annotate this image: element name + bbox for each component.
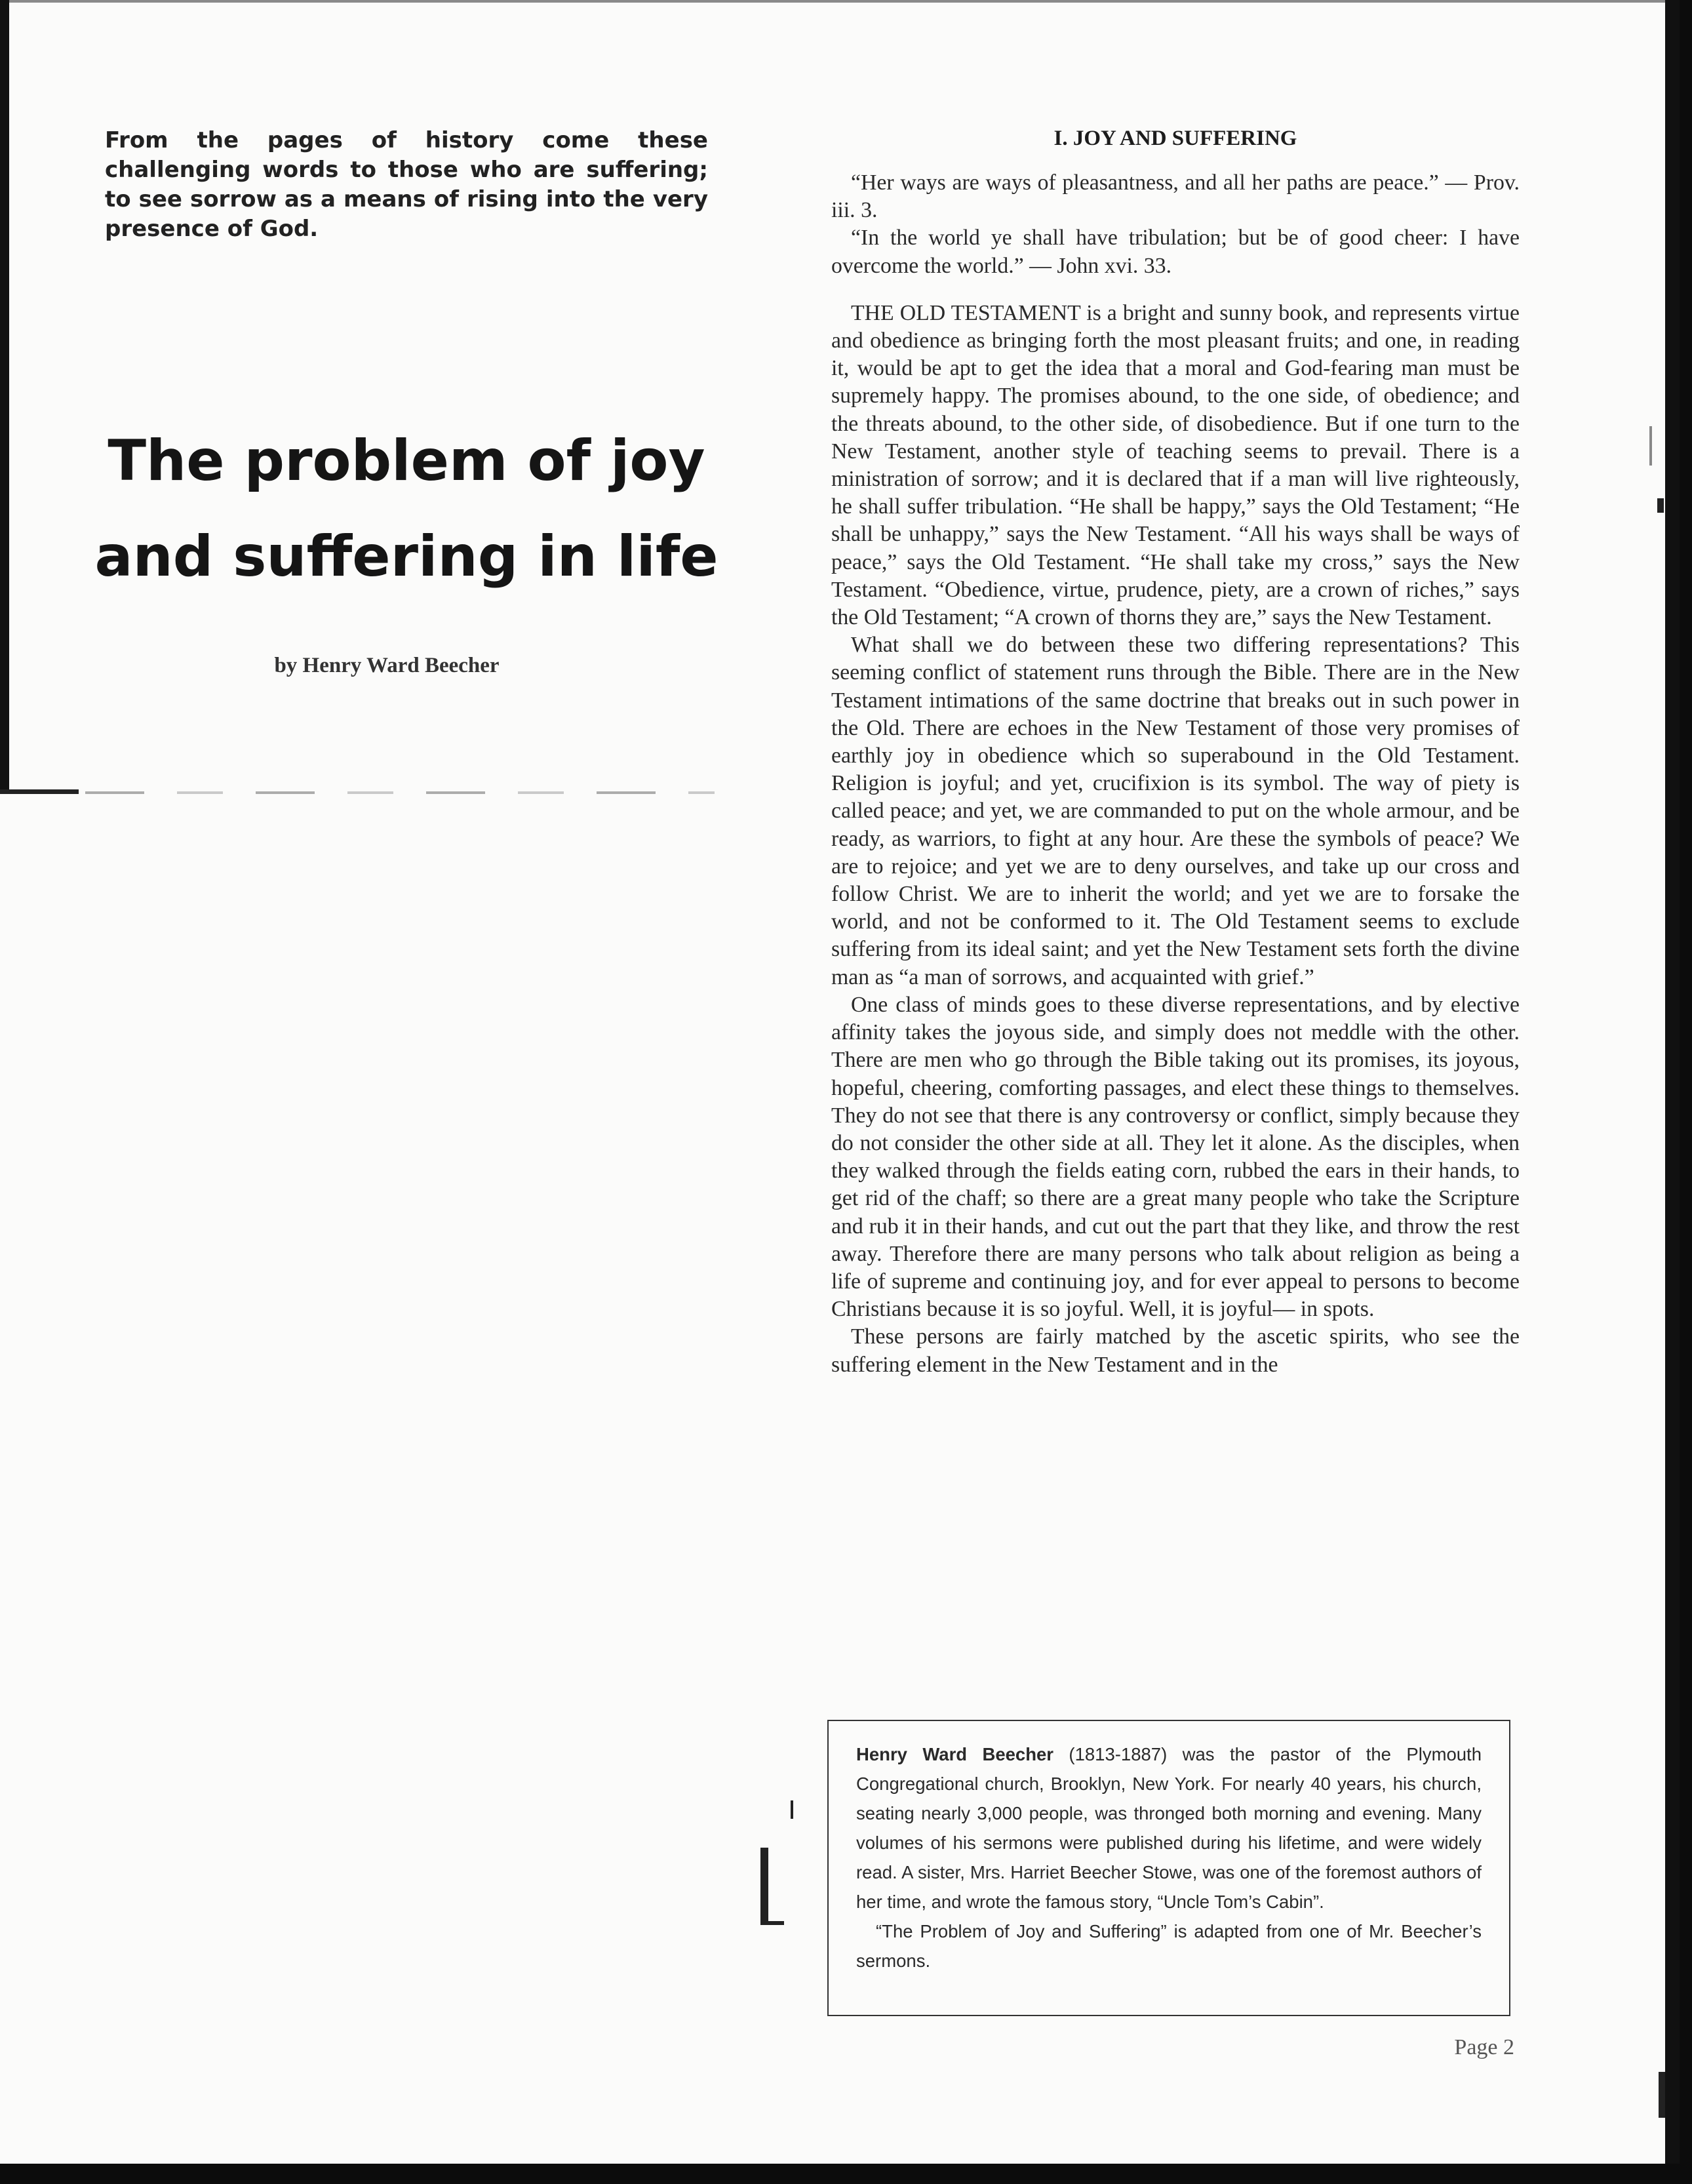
- right-page-edge: [1665, 0, 1680, 2164]
- body-paragraph-2: What shall we do between these two differing representations? This seeming conflict of statement runs through the Bible. There are in the New Testament intimations of the same doctrine that breaks out in such power in the Old. There are echoes in the New Testament of those very promises of earthly joy in obedience which so superabound in the Old Testament. Religion is joyful; and yet, crucifixion is its symbol. The way of piety is called peace; and yet, we are commanded to put on the whole armour, and be ready, as warriors, to fight at any hour. Are these the symbols of peace? We are to rejoice; and yet we are to deny ourselves, and take up our cross and follow Christ. We are to inherit the world; and yet we are to forsake the world, and not be conformed to it. The Old Testament seems to exclude suffering from its ideal saint; and yet the New Testament sets forth the divine man as “a man of sorrows, and acquainted with grief.”: [831, 633, 1520, 989]
- top-edge-rule: [0, 0, 1680, 3]
- scan-mark: [760, 1921, 784, 1925]
- bottom-scan-edge: [0, 2164, 1692, 2184]
- lead-in: THE OLD TESTAMENT: [851, 300, 1081, 325]
- paragraph-1-text: is a bright and sunny book, and represents virtue and obedience as bringing forth the most pleasant fruits; and one, in reading it, would be apt to get the idea that a moral and God-fearing man must be supremely happy. The promises abound, to the one side, of obedience; and the threats abound, to the other side, of disobedience. But if one turn to the New Testament, another style of teaching seems to prevail. There is a ministration of sorrow; and it is declared that if a man will live righteously, he shall suffer tribulation. “He shall be happy,” says the Old Testament; “He shall be unhappy,” says the New Testament. “All his ways shall be ways of peace,” says the Old Testament. “He shall take my cross,” says the New Testament. “Obedience, virtue, prudence, piety, are a crown of riches,” says the Old Testament; “A crown of thorns they are,” says the New Testament.: [831, 300, 1520, 630]
- scan-mark: [1657, 498, 1664, 513]
- epigraph-1: “Her ways are ways of pleasantness, and all her paths are peace.” — Prov. iii. 3.: [831, 170, 1520, 223]
- divider-rule: [85, 791, 715, 794]
- title-line-1: The problem of joy: [108, 428, 705, 494]
- left-bottom-rule: [0, 789, 79, 794]
- scan-mark: [791, 1800, 793, 1819]
- body-paragraph-3: One class of minds goes to these diverse representations, and by elective affinity takes the joyous side, and simply does not meddle with the other. There are men who go through the Bible taking out its promises, its joyous, hopeful, cheering, comforting passages, and elect these things to themselves. They do not see that there is any controversy or conflict, simply because they do not consider the other side at all. They let it alone. As the disciples, when they walked through the fields eating corn, rubbed the ears in their hands, to get rid of the chaff; so there are a great many people who take the Scripture and rub it in their hands, and cut out the part that they like, and throw the rest away. Therefore there are many persons who talk about religion as being a life of supreme and continuing joy, and for ever appeal to persons to become Christians because it is so joyful. Well, it is joyful— in spots.: [831, 992, 1520, 1322]
- article-title: [39, 413, 774, 605]
- bio-paragraph-2: “The Problem of Joy and Suffering” is adapted from one of Mr. Beecher’s sermons.: [856, 1921, 1482, 1971]
- bio-author-name: Henry Ward Beecher: [856, 1744, 1054, 1764]
- article-column: [831, 125, 1520, 1379]
- author-bio-box: [827, 1720, 1510, 2016]
- bio-paragraph-1: [856, 1739, 1482, 1916]
- page-number: Page 2: [1454, 2035, 1514, 2059]
- scan-mark: [1649, 426, 1652, 466]
- title-line-2: and suffering in life: [94, 524, 718, 589]
- spacer: [831, 280, 1520, 300]
- scan-mark: [1659, 2072, 1665, 2118]
- body-paragraph-1: [831, 300, 1520, 631]
- scan-mark: [760, 1848, 768, 1925]
- bio-text-1: (1813-1887) was the pastor of the Plymouth Congregational church, Brooklyn, New York. For nearly 40 years, his church, seating nearly 3,000 people, was thronged both morning and evening. Many volumes of his sermons were published during his lifetime, and were widely read. A sister, Mrs. Harriet Beecher Stowe, was one of the foremost authors of her time, and wrote the famous story, “Uncle Tom’s Cabin”.: [856, 1744, 1482, 1912]
- section-heading: I. JOY AND SUFFERING: [1053, 127, 1297, 150]
- body-paragraph-4: These persons are fairly matched by the ascetic spirits, who see the suffering element in the New Testament and in the: [831, 1324, 1520, 1377]
- intro-deck: From the pages of history come these challenging words to those who are suffering; to see sorrow as a means of rising into the very presence of God.: [105, 127, 708, 242]
- left-page-edge: [0, 0, 9, 793]
- byline: by Henry Ward Beecher: [274, 654, 500, 677]
- epigraph-2: “In the world ye shall have tribulation; but be of good cheer: I have overcome the world.” — John xvi. 33.: [831, 226, 1520, 278]
